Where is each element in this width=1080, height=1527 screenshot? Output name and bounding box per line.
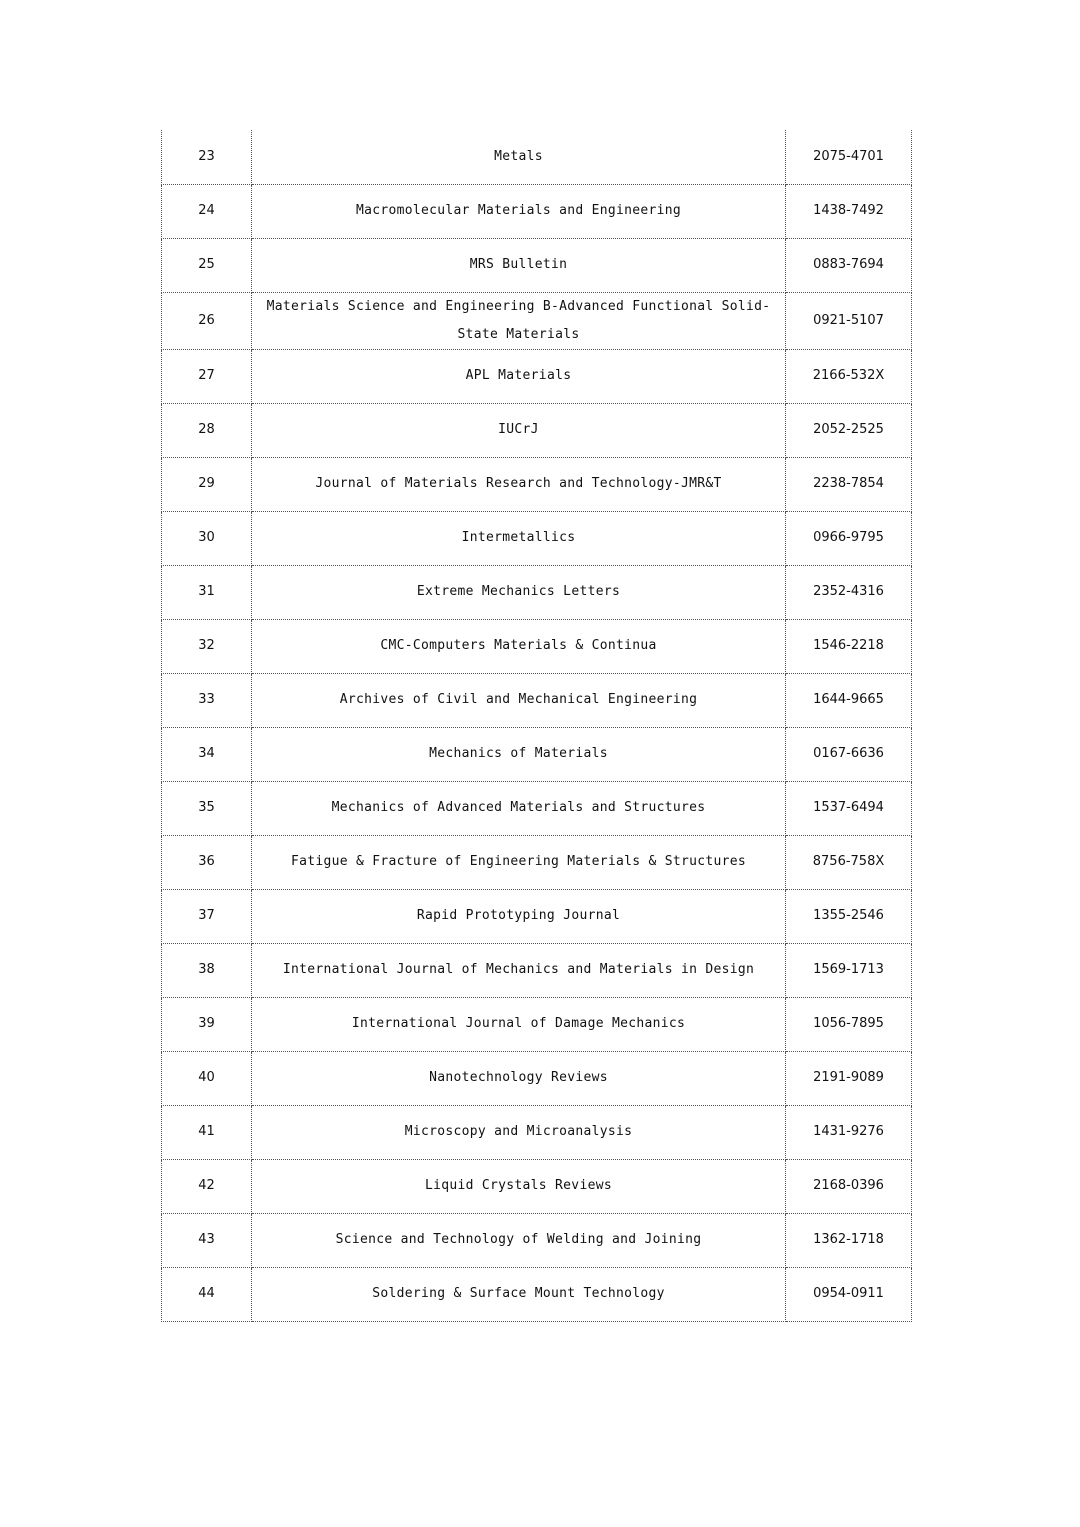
row-number: 34 <box>162 727 252 781</box>
journal-title: MRS Bulletin <box>252 238 786 292</box>
table-row <box>162 673 912 727</box>
row-number: 23 <box>162 130 252 184</box>
journal-title: CMC-Computers Materials & Continua <box>252 619 786 673</box>
issn-cell: 1546-2218 <box>786 619 912 673</box>
table-row <box>162 238 912 292</box>
row-number: 29 <box>162 457 252 511</box>
table-row <box>162 457 912 511</box>
issn-cell: 1056-7895 <box>786 997 912 1051</box>
journal-title: Soldering & Surface Mount Technology <box>252 1267 786 1321</box>
row-number: 36 <box>162 835 252 889</box>
issn-cell: 8756-758X <box>786 835 912 889</box>
table-row <box>162 997 912 1051</box>
issn-cell: 1431-9276 <box>786 1105 912 1159</box>
issn-cell: 1537-6494 <box>786 781 912 835</box>
table-row <box>162 1159 912 1213</box>
row-number: 26 <box>162 292 252 349</box>
table-row <box>162 727 912 781</box>
journal-title: Metals <box>252 130 786 184</box>
table-row <box>162 511 912 565</box>
table-row <box>162 1051 912 1105</box>
table-row <box>162 619 912 673</box>
issn-cell: 1355-2546 <box>786 889 912 943</box>
journal-title: Mechanics of Advanced Materials and Structures <box>252 781 786 835</box>
table-row <box>162 1105 912 1159</box>
row-number: 38 <box>162 943 252 997</box>
row-number: 42 <box>162 1159 252 1213</box>
journal-title: International Journal of Damage Mechanics <box>252 997 786 1051</box>
issn-cell: 2052-2525 <box>786 403 912 457</box>
journal-title: Microscopy and Microanalysis <box>252 1105 786 1159</box>
issn-cell: 2238-7854 <box>786 457 912 511</box>
row-number: 37 <box>162 889 252 943</box>
table-row <box>162 403 912 457</box>
row-number: 35 <box>162 781 252 835</box>
issn-cell: 2352-4316 <box>786 565 912 619</box>
journal-title: Liquid Crystals Reviews <box>252 1159 786 1213</box>
row-number: 28 <box>162 403 252 457</box>
issn-cell: 0883-7694 <box>786 238 912 292</box>
issn-cell: 0966-9795 <box>786 511 912 565</box>
row-number: 31 <box>162 565 252 619</box>
issn-cell: 1644-9665 <box>786 673 912 727</box>
issn-cell: 1569-1713 <box>786 943 912 997</box>
journal-title: Rapid Prototyping Journal <box>252 889 786 943</box>
issn-cell: 2166-532X <box>786 349 912 403</box>
table-row <box>162 184 912 238</box>
row-number: 27 <box>162 349 252 403</box>
journal-title: Mechanics of Materials <box>252 727 786 781</box>
journal-title: IUCrJ <box>252 403 786 457</box>
row-number: 25 <box>162 238 252 292</box>
issn-cell: 1362-1718 <box>786 1213 912 1267</box>
issn-cell: 1438-7492 <box>786 184 912 238</box>
issn-cell: 0167-6636 <box>786 727 912 781</box>
issn-cell: 2168-0396 <box>786 1159 912 1213</box>
journal-title: Journal of Materials Research and Technology-JMR&T <box>252 457 786 511</box>
issn-cell: 0921-5107 <box>786 292 912 349</box>
table-row <box>162 565 912 619</box>
table-row <box>162 781 912 835</box>
journal-title: Macromolecular Materials and Engineering <box>252 184 786 238</box>
journal-title: Intermetallics <box>252 511 786 565</box>
journal-title: APL Materials <box>252 349 786 403</box>
table-row <box>162 349 912 403</box>
row-number: 41 <box>162 1105 252 1159</box>
row-number: 39 <box>162 997 252 1051</box>
journal-title: Materials Science and Engineering B-Advanced Functional Solid-State Materials <box>252 292 786 349</box>
issn-cell: 0954-0911 <box>786 1267 912 1321</box>
table-row <box>162 130 912 184</box>
table-row <box>162 292 912 349</box>
row-number: 32 <box>162 619 252 673</box>
journal-title: Extreme Mechanics Letters <box>252 565 786 619</box>
table-row <box>162 1267 912 1321</box>
journal-title: Fatigue & Fracture of Engineering Materials & Structures <box>252 835 786 889</box>
row-number: 40 <box>162 1051 252 1105</box>
table-row <box>162 943 912 997</box>
journal-table <box>161 130 912 1322</box>
row-number: 24 <box>162 184 252 238</box>
issn-cell: 2075-4701 <box>786 130 912 184</box>
table-row <box>162 889 912 943</box>
issn-cell: 2191-9089 <box>786 1051 912 1105</box>
journal-title: Nanotechnology Reviews <box>252 1051 786 1105</box>
journal-title: Archives of Civil and Mechanical Engineering <box>252 673 786 727</box>
row-number: 43 <box>162 1213 252 1267</box>
table-row <box>162 1213 912 1267</box>
row-number: 30 <box>162 511 252 565</box>
journal-title: International Journal of Mechanics and Materials in Design <box>252 943 786 997</box>
row-number: 33 <box>162 673 252 727</box>
table-row <box>162 835 912 889</box>
journal-title: Science and Technology of Welding and Joining <box>252 1213 786 1267</box>
row-number: 44 <box>162 1267 252 1321</box>
